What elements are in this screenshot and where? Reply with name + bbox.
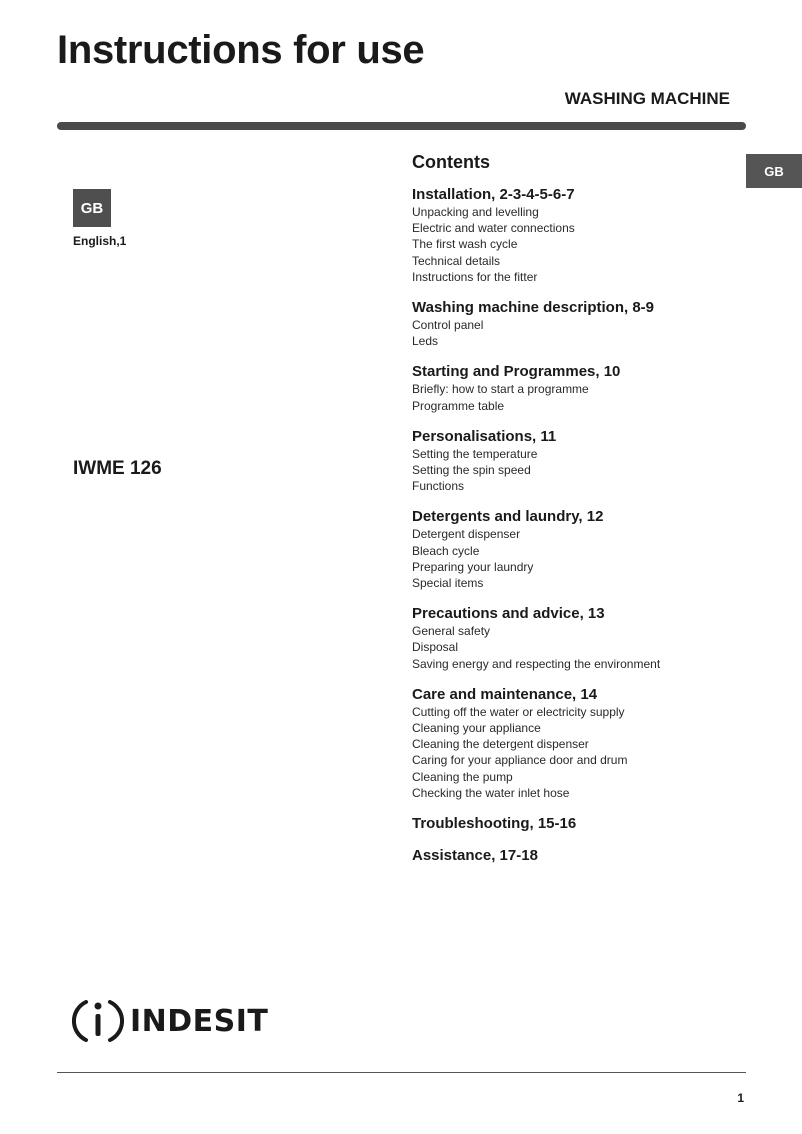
- language-side-tab: GB: [746, 154, 802, 188]
- section-item: Disposal: [412, 640, 459, 655]
- section-item: Cleaning your appliance: [412, 721, 541, 736]
- table-of-contents: [412, 152, 742, 879]
- section-item: Checking the water inlet hose: [412, 785, 570, 800]
- section-item: Electric and water connections: [412, 221, 575, 236]
- section-item: Detergent dispenser: [412, 527, 521, 542]
- section-item: General safety: [412, 624, 491, 639]
- contents-section: [412, 847, 742, 865]
- section-item: Briefly: how to start a programme: [412, 382, 589, 397]
- indesit-logo-icon: [72, 996, 124, 1046]
- section-item-list: [412, 446, 742, 495]
- section-item: Caring for your appliance door and drum: [412, 753, 628, 768]
- footer-divider: [57, 1072, 746, 1073]
- section-item: Leds: [412, 334, 439, 349]
- section-item: Cleaning the detergent dispenser: [412, 737, 589, 752]
- section-item: Setting the temperature: [412, 446, 538, 461]
- section-item: Control panel: [412, 318, 484, 333]
- contents-section: [412, 186, 742, 285]
- contents-sections: [412, 186, 742, 865]
- language-page-reference: English,1: [73, 234, 127, 248]
- contents-section: [412, 686, 742, 801]
- page-number: 1: [737, 1091, 744, 1105]
- contents-section: [412, 299, 742, 349]
- section-item: Cutting off the water or electricity supply: [412, 704, 625, 719]
- section-item-list: [412, 381, 742, 413]
- contents-section: [412, 605, 742, 672]
- document-title: Instructions for use: [57, 28, 425, 72]
- section-title: Personalisations, 11: [412, 427, 557, 445]
- header-divider-bar: [57, 122, 746, 130]
- contents-section: [412, 428, 742, 495]
- contents-heading: Contents: [412, 152, 490, 172]
- section-item-list: [412, 204, 742, 285]
- section-item: Cleaning the pump: [412, 769, 513, 784]
- model-number: IWME 126: [73, 458, 162, 479]
- section-title: Troubleshooting, 15-16: [412, 815, 577, 833]
- section-item: Unpacking and levelling: [412, 205, 539, 219]
- contents-section: [412, 508, 742, 591]
- section-item: Programme table: [412, 398, 505, 413]
- section-item: Special items: [412, 576, 484, 591]
- section-title: Assistance, 17-18: [412, 847, 538, 865]
- section-title: Detergents and laundry, 12: [412, 508, 604, 526]
- section-item: Preparing your laundry: [412, 559, 534, 574]
- section-title: Starting and Programmes, 10: [412, 363, 621, 381]
- brand-wordmark: INDESIT: [130, 1003, 269, 1039]
- section-title: Installation, 2-3-4-5-6-7: [412, 186, 575, 203]
- section-item: Saving energy and respecting the environment: [412, 656, 661, 671]
- contents-section: [412, 815, 742, 833]
- section-title: Washing machine description, 8-9: [412, 299, 654, 317]
- brand-logo: [72, 996, 268, 1046]
- section-item-list: [412, 623, 742, 672]
- section-item-list: [412, 704, 742, 801]
- section-item: Bleach cycle: [412, 543, 480, 558]
- section-item: The first wash cycle: [412, 237, 518, 252]
- section-item-list: [412, 526, 742, 591]
- section-item-list: [412, 317, 742, 349]
- language-badge: GB: [73, 189, 111, 227]
- section-item: Functions: [412, 479, 465, 494]
- contents-section: [412, 363, 742, 413]
- section-item: Setting the spin speed: [412, 463, 531, 478]
- product-type: WASHING MACHINE: [564, 89, 730, 108]
- section-title: Care and maintenance, 14: [412, 685, 598, 703]
- section-title: Precautions and advice, 13: [412, 605, 605, 623]
- section-item: Technical details: [412, 253, 501, 268]
- section-item: Instructions for the fitter: [412, 269, 538, 284]
